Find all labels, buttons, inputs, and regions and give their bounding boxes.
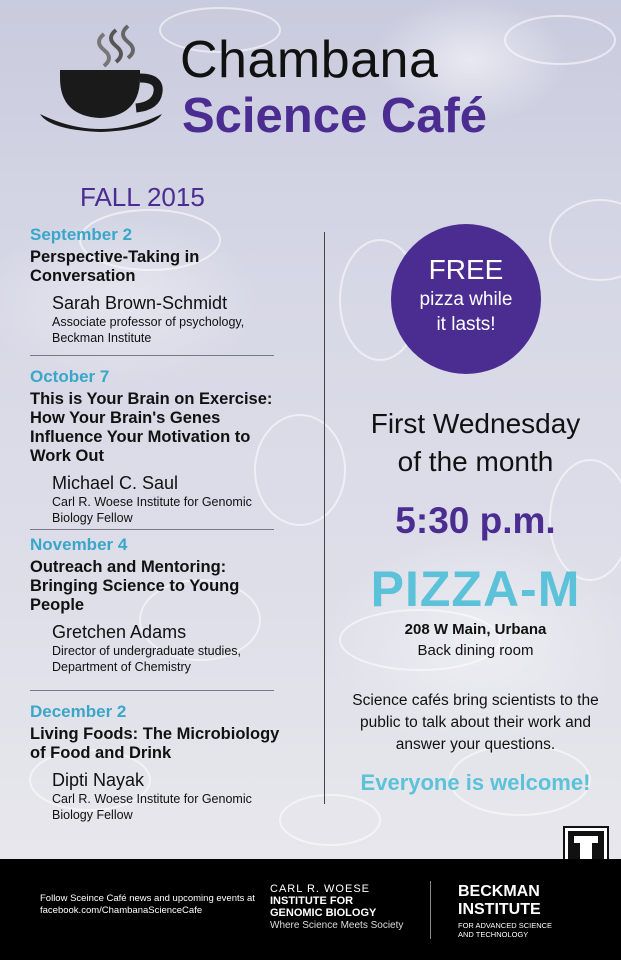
facebook-link[interactable]: facebook.com/ChambanaScienceCafe [40, 905, 203, 916]
igb-line-3: GENOMIC BIOLOGY [270, 907, 377, 919]
beckman-line-3: FOR ADVANCED SCIENCE [458, 921, 553, 930]
footer-divider [430, 881, 431, 939]
event-item [30, 225, 280, 346]
event-title: Living Foods: The Microbiology of Food and Drink [30, 725, 280, 762]
event-separator [30, 690, 274, 691]
event-date: November 4 [30, 535, 128, 554]
pizza-line-1: pizza while [419, 289, 513, 310]
schedule-time: 5:30 p.m. [395, 500, 556, 541]
igb-line-2: INSTITUTE FOR [270, 895, 354, 907]
footer [0, 859, 621, 960]
welcome-text: Everyone is welcome! [360, 770, 591, 795]
schedule-day [330, 405, 621, 481]
venue-room: Back dining room [417, 642, 534, 659]
event-title: Perspective-Taking in Conversation [30, 248, 200, 285]
event-date: December 2 [30, 702, 127, 721]
event-separator [30, 529, 274, 530]
event-item [30, 702, 280, 823]
event-speaker: Gretchen Adams [52, 622, 187, 642]
beckman-logo [458, 883, 552, 939]
event-title: Outreach and Mentoring: Bringing Science to Young People [30, 558, 240, 614]
follow-text [40, 893, 255, 917]
igb-line-4: Where Science Meets Society [270, 920, 404, 931]
title-line-2: Science Café [182, 89, 488, 143]
igb-logo [270, 883, 403, 933]
follow-line-1: Follow Sceince Café news and upcoming events at [40, 893, 255, 904]
event-affiliation: Director of undergraduate studies, Department of Chemistry [52, 644, 241, 674]
beckman-line-2: INSTITUTE [458, 901, 541, 918]
event-item [30, 535, 280, 675]
column-divider [324, 232, 325, 804]
event-title: This is Your Brain on Exercise: How Your Brain's Genes Influence Your Motivation to Work Out [30, 390, 273, 465]
season-label: FALL 2015 [80, 182, 205, 212]
beckman-line-1: BECKMAN [458, 883, 540, 900]
schedule-line-2: of the month [397, 446, 554, 477]
description-text: Science cafés bring scientists to the public to talk about their work and answer your questions. [352, 692, 599, 753]
event-affiliation: Carl R. Woese Institute for Genomic Biology Fellow [52, 495, 252, 525]
event-speaker: Michael C. Saul [52, 473, 179, 493]
title-line-1: Chambana [180, 31, 439, 89]
event-separator [30, 355, 274, 356]
event-date: October 7 [30, 367, 110, 386]
beckman-line-4: AND TECHNOLOGY [458, 930, 529, 939]
pizza-line-2: it lasts! [436, 314, 496, 335]
event-affiliation: Associate professor of psychology, Beckman Institute [52, 315, 245, 345]
event-affiliation: Carl R. Woese Institute for Genomic Biology Fellow [52, 792, 252, 822]
igb-line-1: CARL R. WOESE [270, 883, 370, 895]
free-label: FREE [428, 254, 504, 285]
schedule-line-1: First Wednesday [370, 408, 581, 439]
free-pizza-badge [391, 224, 541, 374]
venue-name: PIZZA-M [370, 561, 581, 617]
venue-address: 208 W Main, Urbana [404, 621, 547, 638]
coffee-cup-logo [36, 20, 166, 140]
event-speaker: Sarah Brown-Schmidt [52, 293, 228, 313]
event-item [30, 367, 280, 526]
event-date: September 2 [30, 225, 133, 244]
event-speaker: Dipti Nayak [52, 770, 145, 790]
